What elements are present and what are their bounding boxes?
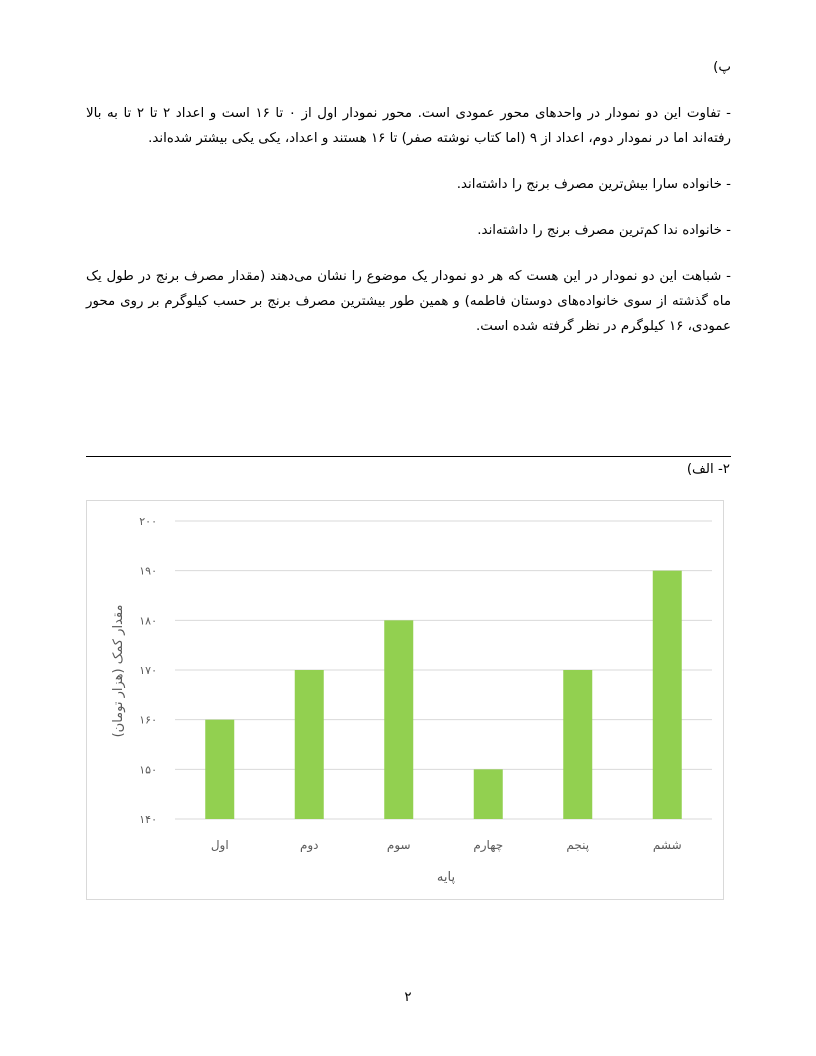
bar — [563, 670, 592, 819]
bar-chart-svg — [87, 501, 725, 901]
y-tick-label: ۱۸۰ — [139, 614, 157, 628]
paragraph-similarity: - شباهت این دو نمودار در این هست که هر دو نمودار یک موضوع را نشان می‌دهند (مقدار مصرف برنج در طول یک ماه گذشته از سوی خانواده‌های دوستان فاطمه) و همین طور بیشترین مصرف برنج بر حسب کیلوگرم بر روی محور عمودی، ۱۶ کیلوگرم در نظر گرفته شده است. — [86, 269, 731, 334]
x-tick-label: پنجم — [566, 838, 590, 852]
x-tick-label: سوم — [386, 838, 411, 852]
y-tick-label: ۱۴۰ — [139, 813, 157, 826]
x-axis-label: پایه — [436, 870, 456, 885]
bar — [205, 720, 234, 819]
body-text — [86, 55, 731, 360]
y-tick-label: ۱۶۰ — [139, 713, 157, 727]
section-p-label: پ) — [713, 60, 731, 75]
bar — [474, 769, 503, 819]
bar — [653, 571, 682, 819]
paragraph-max-consumption: - خانواده سارا بیش‌ترین مصرف برنج را داشته‌اند. — [456, 177, 731, 192]
y-tick-label: ۱۷۰ — [139, 664, 157, 677]
bar-chart — [86, 500, 724, 900]
paragraph-min-consumption: - خانواده ندا کم‌ترین مصرف برنج را داشته‌اند. — [477, 223, 731, 238]
y-tick-label: ۲۰۰ — [139, 515, 157, 528]
y-axis-label: مقدار کمک (هزار تومان) — [111, 604, 126, 738]
x-tick-label: دوم — [299, 838, 319, 852]
page-number: ۲ — [404, 990, 412, 1005]
y-tick-label: ۱۹۰ — [139, 564, 157, 578]
bar — [384, 620, 413, 819]
x-tick-label: اول — [210, 838, 229, 852]
section-2-label: ۲- الف) — [686, 462, 730, 477]
section-divider — [86, 456, 731, 457]
x-tick-label: چهارم — [473, 838, 504, 852]
paragraph-difference: - تفاوت این دو نمودار در واحدهای محور عمودی است. محور نمودار اول از ۰ تا ۱۶ است و اعداد ۲ تا ۲ تا به بالا رفته‌اند اما در نمودار دوم، اعداد از ۹ (اما کتاب نوشته صفر) تا ۱۶ هستند و اعداد، یکی یکی بیشتر شده‌اند. — [86, 106, 731, 146]
bar — [295, 670, 324, 819]
y-tick-label: ۱۵۰ — [139, 763, 157, 777]
x-tick-label: ششم — [652, 838, 682, 852]
